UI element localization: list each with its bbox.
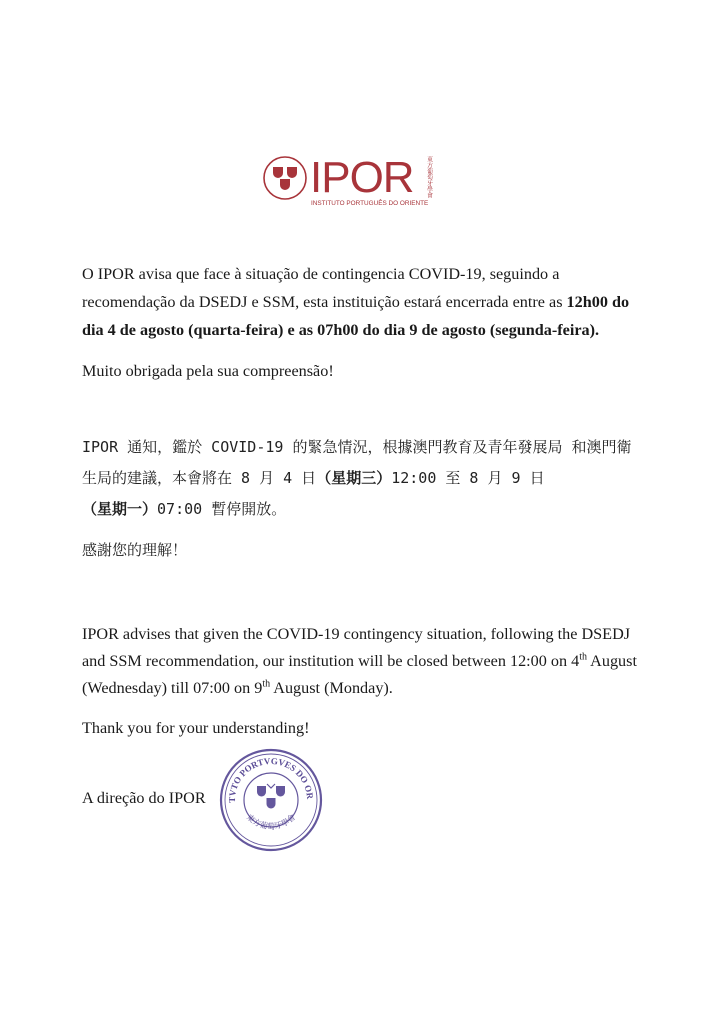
chinese-weekday-1: （星期三） — [316, 469, 392, 487]
english-sup-2: th — [262, 678, 271, 690]
notice-chinese — [82, 432, 642, 525]
ipor-seal-stamp — [219, 748, 323, 852]
portuguese-thanks: Muito obrigada pela sua compreensão! — [82, 362, 334, 380]
ipor-emblem-icon — [264, 157, 306, 199]
portuguese-text: O IPOR avisa que face à situação de contingencia COVID-19, seguindo a recomendação da DSEDJ e SSM, esta instituição estará encerrada entre as — [82, 265, 567, 311]
english-thanks: Thank you for your understanding! — [82, 719, 310, 737]
chinese-weekday-2: （星期一） — [82, 500, 158, 518]
signoff: A direção do IPOR — [82, 789, 206, 807]
chinese-text-3: 07:00 暫停開放。 — [157, 500, 287, 518]
logo-chinese-vertical: 東方葡萄牙學會 — [425, 156, 433, 198]
ipor-logo — [263, 152, 443, 208]
english-text-3: August (Monday). — [270, 679, 393, 697]
chinese-text-1: IPOR 通知，鑑於 COVID-19 的緊急情況，根據澳門教育及青年發展局 和澳門衛生局的建議，本會將在 8 月 4 日 — [82, 438, 632, 487]
notice-portuguese — [82, 260, 642, 344]
chinese-thanks: 感謝您的理解！ — [82, 541, 188, 559]
english-text-2: August (Wednesday) till 07:00 on 9 — [82, 652, 637, 697]
svg-text:東方葡萄牙學會: 東方葡萄牙學會 — [244, 812, 298, 831]
seal-shields-icon — [257, 784, 285, 809]
notice-english — [82, 621, 642, 702]
english-sup-1: th — [579, 651, 588, 663]
english-text-1: IPOR advises that given the COVID-19 contingency situation, following the DSEDJ and SSM recommendation, our institution will be closed between 12:00 on 4 — [82, 625, 631, 670]
logo-wordmark: IPOR — [310, 153, 414, 202]
chinese-text-2: 12:00 至 8 月 9 日 — [391, 469, 545, 487]
logo-subtitle: INSTITUTO PORTUGUÊS DO ORIENTE — [311, 200, 429, 207]
svg-text:INSTITVTO PORTVGVES DO ORIENTE: TVTO PORTVGVES DO OR — [226, 755, 316, 803]
portuguese-dates: 12h00 do dia 4 de agosto (quarta-feira) e as 07h00 do dia 9 de agosto (segunda-feira). — [82, 293, 630, 339]
